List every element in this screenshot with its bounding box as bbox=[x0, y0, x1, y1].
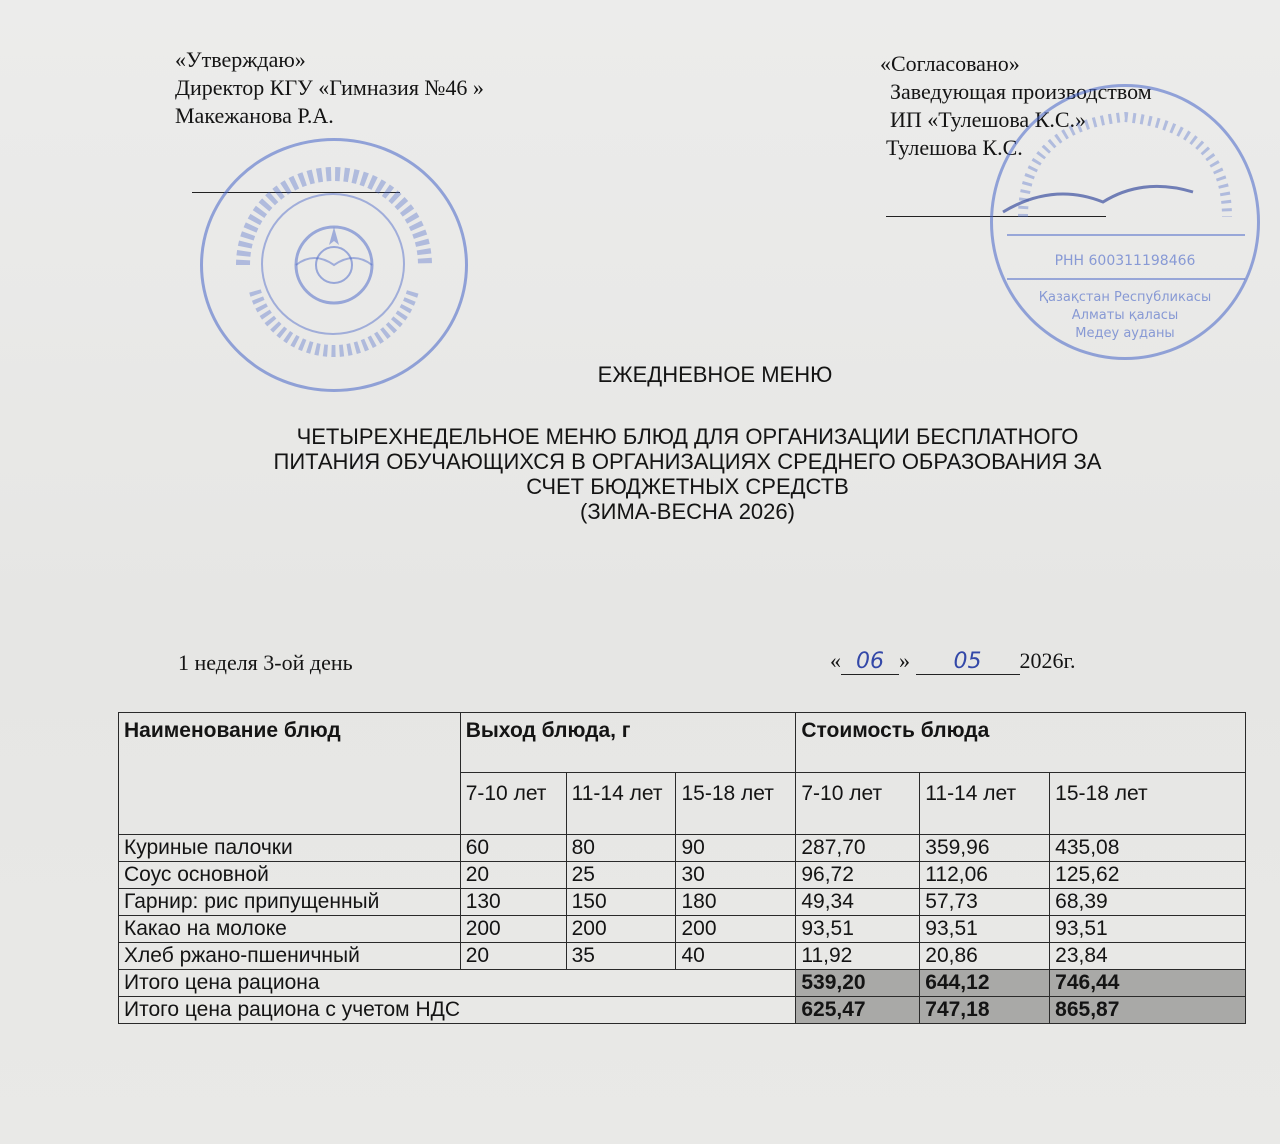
subtitle-line-2: ПИТАНИЯ ОБУЧАЮЩИХСЯ В ОРГАНИЗАЦИЯХ СРЕДНЕГО ОБРАЗОВАНИЯ ЗА bbox=[273, 449, 1102, 474]
subtitle-line-1: ЧЕТЫРЕХНЕДЕЛЬНОЕ МЕНЮ БЛЮД ДЛЯ ОРГАНИЗАЦИИ БЕСПЛАТНОГО bbox=[296, 424, 1079, 449]
dish-name: Какао на молоке bbox=[119, 916, 461, 943]
table-row bbox=[119, 943, 1246, 970]
cost-cell: 96,72 bbox=[796, 862, 920, 889]
output-cell: 20 bbox=[460, 862, 566, 889]
total-cell: 746,44 bbox=[1050, 970, 1246, 997]
total-row bbox=[119, 970, 1246, 997]
output-cell: 60 bbox=[460, 835, 566, 862]
subheader-output-15-18: 15-18 лет bbox=[676, 773, 796, 835]
cost-cell: 93,51 bbox=[920, 916, 1050, 943]
school-stamp bbox=[200, 138, 468, 392]
svg-text:Қазақстан Республикасы: Қазақстан Республикасы bbox=[1038, 290, 1212, 305]
header-cost: Стоимость блюда bbox=[796, 713, 1246, 773]
total-vat-row bbox=[119, 997, 1246, 1024]
svg-text:Медеу ауданы: Медеу ауданы bbox=[1075, 326, 1175, 341]
cost-cell: 93,51 bbox=[1050, 916, 1246, 943]
output-cell: 150 bbox=[566, 889, 676, 916]
agreement-heading: «Согласовано» bbox=[880, 51, 1020, 76]
header-dish: Наименование блюд bbox=[119, 713, 461, 835]
output-cell: 80 bbox=[566, 835, 676, 862]
dish-name: Гарнир: рис припущенный bbox=[119, 889, 461, 916]
subheader-output-7-10: 7-10 лет bbox=[460, 773, 566, 835]
subheader-output-11-14: 11-14 лет bbox=[566, 773, 676, 835]
total-vat-cell: 865,87 bbox=[1050, 997, 1246, 1024]
cost-cell: 20,86 bbox=[920, 943, 1050, 970]
table-row bbox=[119, 835, 1246, 862]
cost-cell: 23,84 bbox=[1050, 943, 1246, 970]
header-row bbox=[119, 713, 1246, 773]
cost-cell: 435,08 bbox=[1050, 835, 1246, 862]
table-row bbox=[119, 916, 1246, 943]
svg-text:РНН 600311198466: РНН 600311198466 bbox=[1054, 253, 1196, 269]
approval-heading: «Утверждаю» bbox=[175, 47, 306, 72]
output-cell: 200 bbox=[566, 916, 676, 943]
dish-name: Соус основной bbox=[119, 862, 461, 889]
week-day-label: 1 неделя 3-ой день bbox=[178, 650, 353, 675]
total-vat-label: Итого цена рациона с учетом НДС bbox=[119, 997, 796, 1024]
output-cell: 200 bbox=[676, 916, 796, 943]
dish-name: Хлеб ржано-пшеничный bbox=[119, 943, 461, 970]
output-cell: 40 bbox=[676, 943, 796, 970]
agreement-company: ИП «Тулешова К.С.» bbox=[890, 107, 1087, 132]
output-cell: 35 bbox=[566, 943, 676, 970]
table-row bbox=[119, 862, 1246, 889]
output-cell: 130 bbox=[460, 889, 566, 916]
output-cell: 25 bbox=[566, 862, 676, 889]
date-day: 06 bbox=[841, 649, 899, 675]
output-cell: 90 bbox=[676, 835, 796, 862]
menu-table bbox=[118, 712, 1246, 1024]
cost-cell: 93,51 bbox=[796, 916, 920, 943]
cost-cell: 125,62 bbox=[1050, 862, 1246, 889]
ip-stamp bbox=[990, 84, 1260, 360]
approval-position: Директор КГУ «Гимназия №46 » bbox=[175, 75, 484, 100]
agreement-name: Тулешова К.С. bbox=[886, 135, 1023, 160]
output-cell: 180 bbox=[676, 889, 796, 916]
emblem-icon bbox=[203, 141, 465, 389]
cost-cell: 287,70 bbox=[796, 835, 920, 862]
output-cell: 30 bbox=[676, 862, 796, 889]
svg-text:Алматы қаласы: Алматы қаласы bbox=[1071, 308, 1179, 323]
cost-cell: 359,96 bbox=[920, 835, 1050, 862]
cost-cell: 11,92 bbox=[796, 943, 920, 970]
cost-cell: 57,73 bbox=[920, 889, 1050, 916]
subheader-cost-7-10: 7-10 лет bbox=[796, 773, 920, 835]
season-label: (ЗИМА-ВЕСНА 2026) bbox=[580, 499, 795, 524]
subheader-cost-11-14: 11-14 лет bbox=[920, 773, 1050, 835]
approval-name: Макежанова Р.А. bbox=[175, 103, 334, 128]
cost-cell: 68,39 bbox=[1050, 889, 1246, 916]
cost-cell: 49,34 bbox=[796, 889, 920, 916]
agreement-position: Заведующая производством bbox=[890, 79, 1152, 104]
total-label: Итого цена рациона bbox=[119, 970, 796, 997]
approval-block bbox=[175, 46, 484, 130]
date-month: 05 bbox=[916, 649, 1020, 675]
table-row bbox=[119, 889, 1246, 916]
date-year: 2026г. bbox=[1019, 648, 1076, 673]
document-subtitle bbox=[0, 424, 1280, 524]
total-vat-cell: 747,18 bbox=[920, 997, 1050, 1024]
date-line: « 06 » 05 2026г. bbox=[830, 648, 1076, 674]
header-output: Выход блюда, г bbox=[460, 713, 796, 773]
subtitle-line-3: СЧЕТ БЮДЖЕТНЫХ СРЕДСТВ bbox=[526, 474, 849, 499]
total-cell: 644,12 bbox=[920, 970, 1050, 997]
cost-cell: 112,06 bbox=[920, 862, 1050, 889]
document-title: ЕЖЕДНЕВНОЕ МЕНЮ bbox=[597, 362, 833, 387]
subheader-cost-15-18: 15-18 лет bbox=[1050, 773, 1246, 835]
total-vat-cell: 625,47 bbox=[796, 997, 920, 1024]
output-cell: 20 bbox=[460, 943, 566, 970]
output-cell: 200 bbox=[460, 916, 566, 943]
total-cell: 539,20 bbox=[796, 970, 920, 997]
dish-name: Куриные палочки bbox=[119, 835, 461, 862]
